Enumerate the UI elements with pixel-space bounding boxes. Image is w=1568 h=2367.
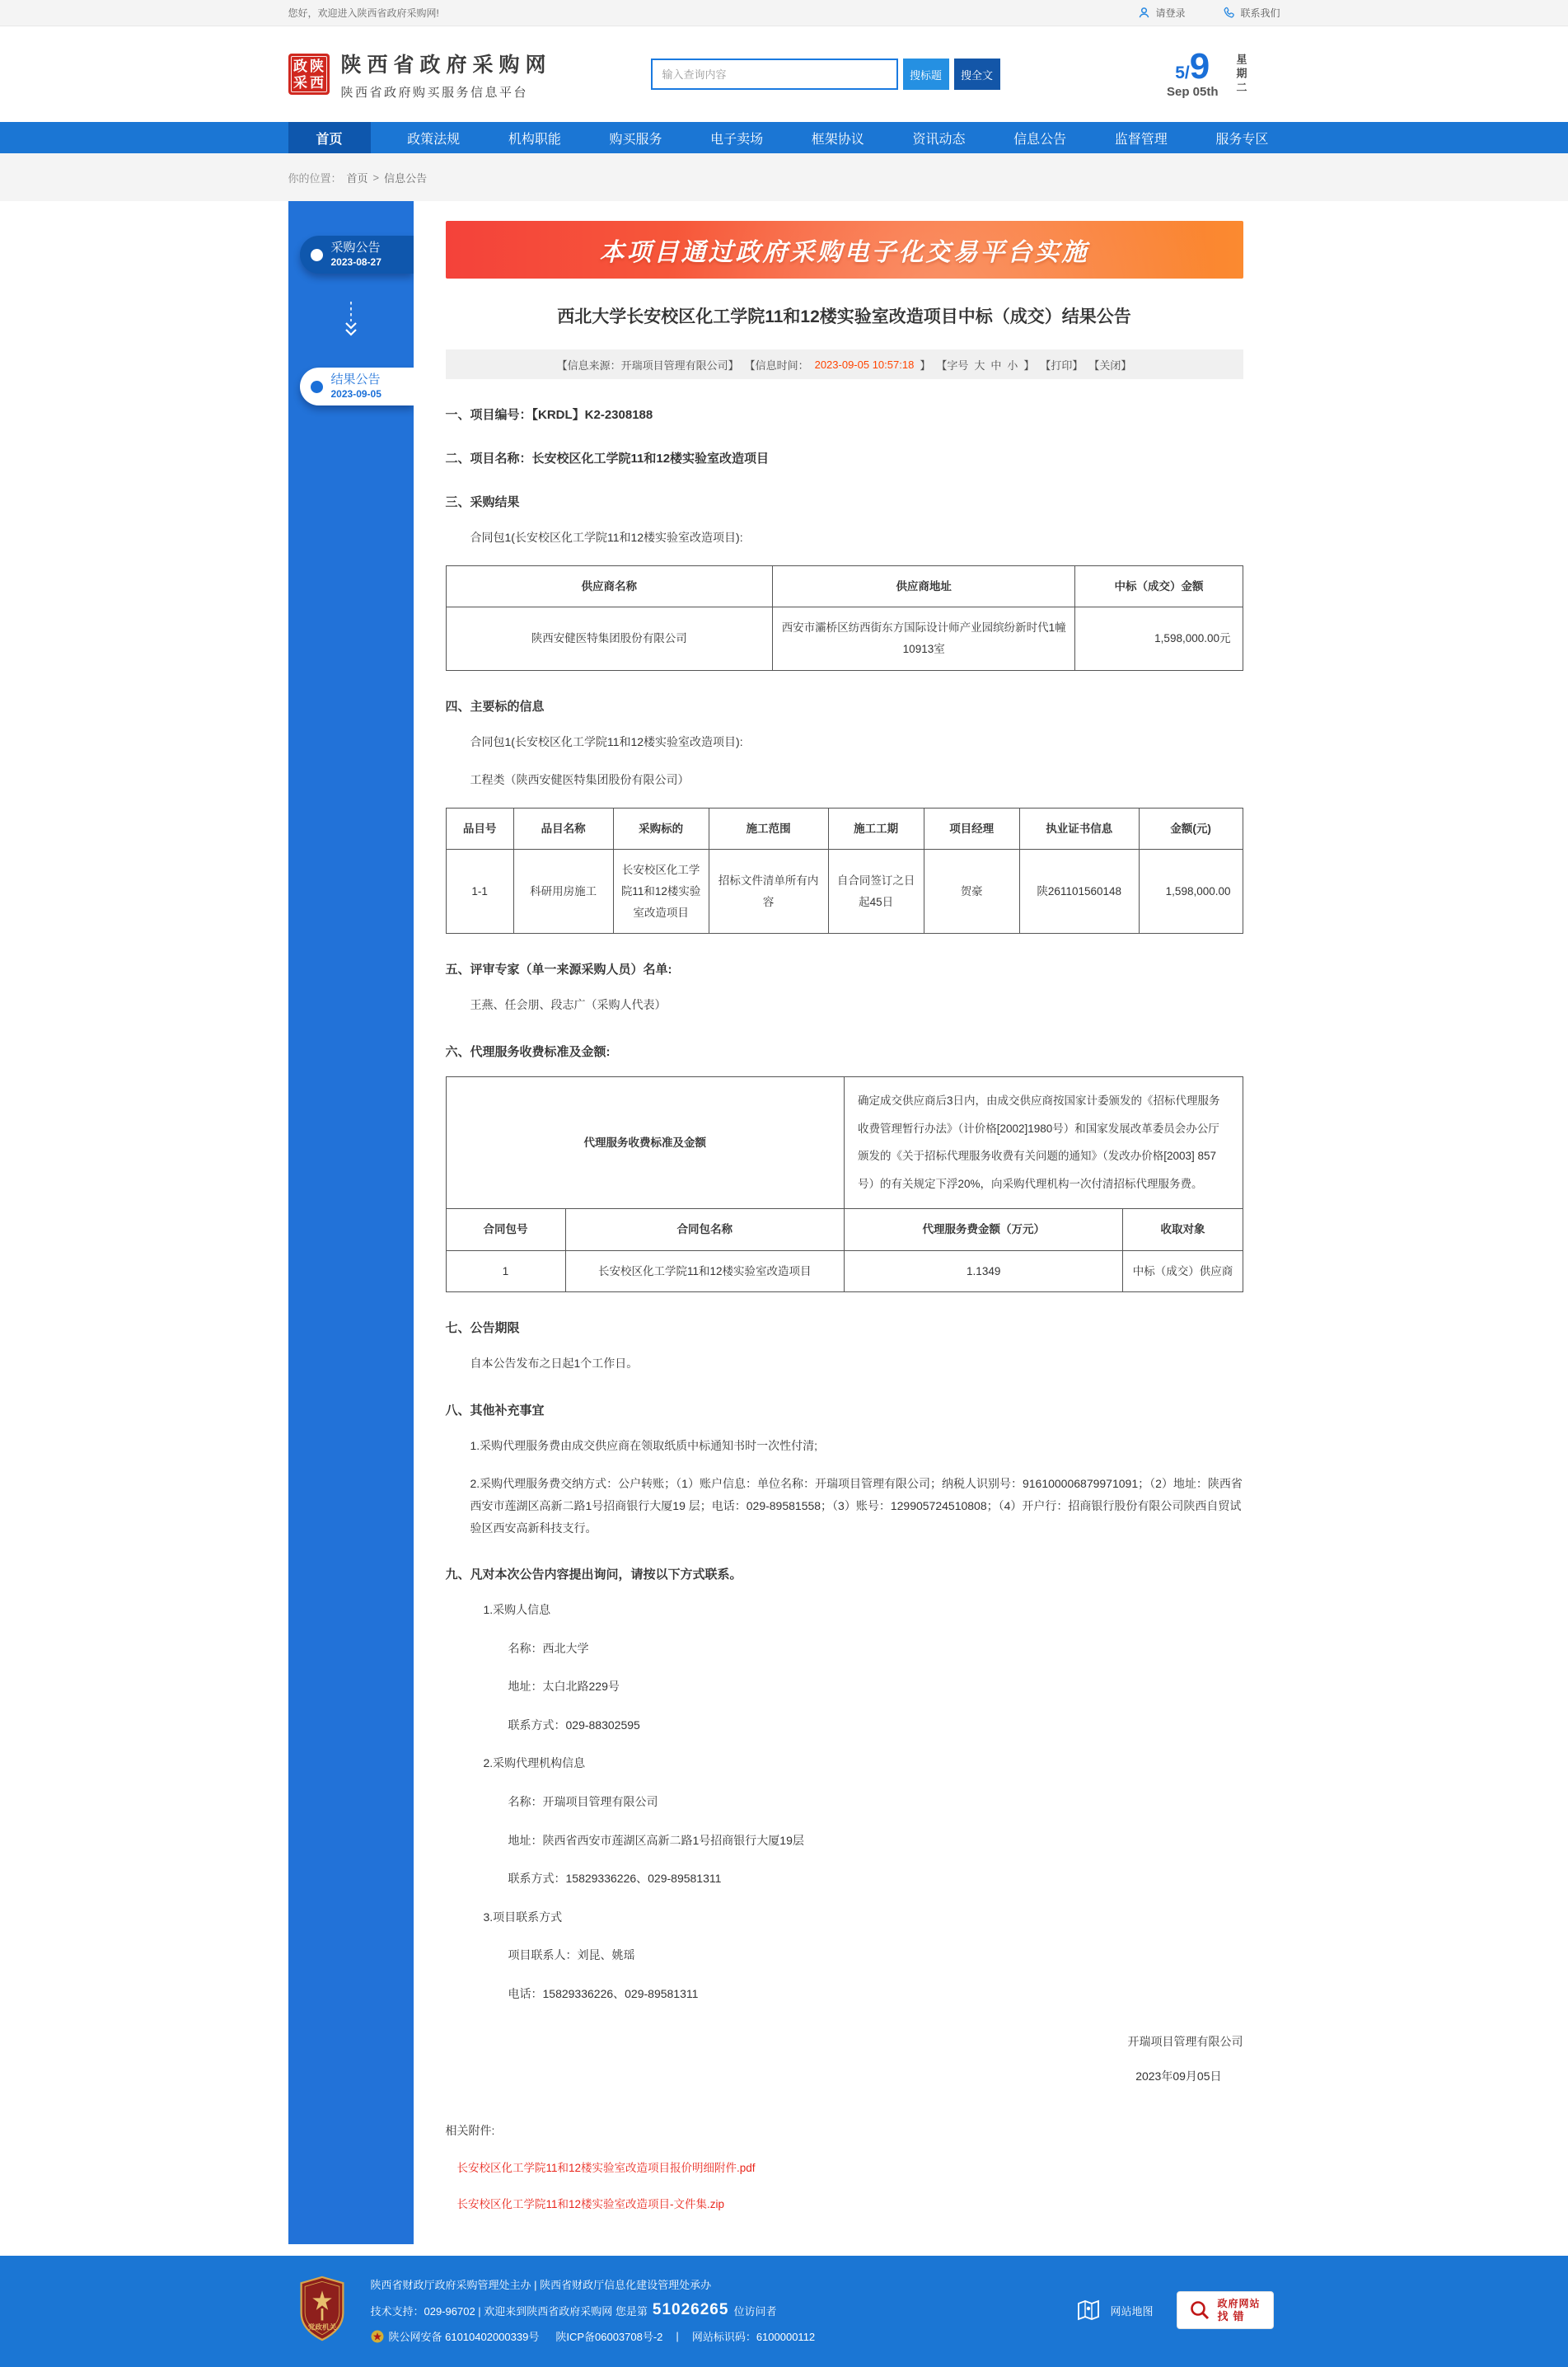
- nav-item-home[interactable]: 首页: [288, 122, 371, 153]
- map-icon: [1075, 2297, 1102, 2323]
- announcement-title: 西北大学长安校区化工学院11和12楼实验室改造项目中标（成交）结果公告: [557, 307, 1131, 326]
- footer-separator: |: [676, 2330, 679, 2343]
- phone-icon: [1223, 7, 1235, 19]
- site-id-code: 网站标识码：6100000112: [691, 2331, 816, 2344]
- party-government-badge-icon: [298, 2276, 346, 2346]
- breadcrumb: [288, 170, 428, 185]
- package-no: 1: [446, 1250, 565, 1292]
- info-source: 【信息来源：开瑞项目管理有限公司】: [556, 359, 739, 372]
- site-subtitle: 陕西省政府购买服务信息平台: [340, 85, 529, 100]
- section-period-heading: 七、公告期限: [445, 1321, 520, 1336]
- fee-amount: 1.1349: [844, 1250, 1122, 1292]
- find-error-line1: 政府网站: [1217, 2298, 1261, 2310]
- nav-item-news[interactable]: 资讯动态: [912, 132, 966, 147]
- col-certificate: 执业证书信息: [1019, 808, 1139, 850]
- scope: 招标文件清单所有内容: [709, 850, 828, 934]
- signature-date: 2023年09月05日: [1135, 2069, 1222, 2083]
- col-scope: 施工范围: [709, 808, 828, 850]
- supplementary-p1: 1.采购代理服务费由成交供应商在领取纸质中标通知书时一次性付清;: [470, 1438, 818, 1452]
- breadcrumb-home-link[interactable]: 首页: [346, 171, 368, 185]
- nav-item-service-zone[interactable]: 服务专区: [1215, 132, 1269, 147]
- col-fee-payer: 收取对象: [1123, 1208, 1243, 1250]
- sitemap-link[interactable]: [1075, 2297, 1153, 2323]
- timeline-arrow-icon: [288, 302, 414, 340]
- duration: 自合同签订之日起45日: [828, 850, 924, 934]
- contact-group-title: 3.项目联系方式: [483, 1910, 563, 1924]
- nav-item-functions[interactable]: 机构职能: [508, 132, 561, 147]
- search-title-button[interactable]: 搜标题: [903, 59, 949, 90]
- contact-line: 项目联系人：刘昆、姚瑶: [508, 1948, 635, 1962]
- subject: 长安校区化工学院11和12楼实验室改造项目: [613, 850, 709, 934]
- col-award-amount: 中标（成交）金额: [1075, 565, 1243, 607]
- nav-item-framework-agreement[interactable]: 框架协议: [811, 132, 864, 147]
- find-error-line2: 找错: [1217, 2309, 1249, 2322]
- amount: 1,598,000.00: [1139, 850, 1243, 934]
- search-input[interactable]: [651, 59, 898, 90]
- login-label: 请登录: [1155, 7, 1186, 19]
- date-english: Sep 05th: [1166, 84, 1219, 99]
- topbar: [0, 0, 1568, 26]
- section-contact-heading: 九、凡对本次公告内容提出询问，请按以下方式联系。: [445, 1568, 742, 1582]
- search-fulltext-button[interactable]: 搜全文: [954, 59, 1000, 90]
- public-security-badge-icon: [371, 2330, 384, 2343]
- col-item-no: 品目号: [446, 808, 513, 850]
- col-package-no: 合同包号: [446, 1208, 565, 1250]
- visitor-count: 51026265: [652, 2301, 729, 2319]
- nav-item-e-marketplace[interactable]: 电子卖场: [710, 132, 764, 147]
- step-title: 结果公告: [330, 373, 381, 387]
- section-agency-fee-heading: 六、代理服务收费标准及金额:: [445, 1044, 611, 1059]
- attachment-link-zip[interactable]: 长安校区化工学院11和12楼实验室改造项目-文件集.zip: [456, 2197, 725, 2210]
- date-month: 5/: [1175, 63, 1190, 82]
- contact-group-title: 2.采购代理机构信息: [483, 1756, 586, 1770]
- breadcrumb-separator: >: [372, 171, 380, 184]
- nav-item-supervision[interactable]: 监督管理: [1114, 132, 1168, 147]
- subject-table: [446, 808, 1243, 935]
- footer-line1: 陕西省财政厅政府采购管理处主办 | 陕西省财政厅信息化建设管理处承办: [370, 2279, 712, 2292]
- main-content: [288, 201, 1280, 2244]
- date-weekday: 星期二: [1234, 53, 1247, 96]
- contact-line: 地址：太白北路229号: [508, 1680, 620, 1694]
- contact-line: 联系方式：029-88302595: [508, 1718, 640, 1732]
- contact-line: 名称：西北大学: [508, 1641, 589, 1655]
- result-table: [446, 565, 1243, 671]
- step-dot-icon: [311, 249, 323, 261]
- info-time-label: 【信息时间：: [744, 359, 809, 372]
- attachment-link-pdf[interactable]: 长安校区化工学院11和12楼实验室改造项目报价明细附件.pdf: [456, 2161, 756, 2174]
- welcome-text: 您好，欢迎进入陕西省政府采购网!: [288, 7, 439, 19]
- result-package-intro: 合同包1(长安校区化工学院11和12楼实验室改造项目):: [470, 531, 743, 544]
- footer-gap: [0, 2244, 1568, 2256]
- contact-link[interactable]: [1223, 6, 1280, 20]
- contact-group-title: 1.采购人信息: [483, 1603, 551, 1617]
- footer-line2-pre: 技术支持：029-96702 | 欢迎来到陕西省政府采购网 您是第: [370, 2304, 648, 2318]
- login-link[interactable]: [1138, 6, 1185, 20]
- contact-line: 联系方式：15829336226、029-89581311: [508, 1872, 722, 1886]
- fontsize-small-button[interactable]: 小: [1007, 359, 1018, 372]
- section-subject-heading: 四、主要标的信息: [445, 699, 545, 714]
- table-row: [446, 607, 1243, 670]
- step-dot-icon: [311, 381, 323, 393]
- supplier-name: 陕西安健医特集团股份有限公司: [446, 607, 772, 670]
- signature-block: [446, 2033, 1243, 2084]
- nav-item-announcements[interactable]: 信息公告: [1013, 132, 1067, 147]
- breadcrumb-current[interactable]: 信息公告: [384, 171, 428, 185]
- icp-record[interactable]: 陕ICP备06003708号-2: [555, 2331, 663, 2344]
- timeline-sidebar: [288, 201, 414, 2244]
- info-time-close: 】: [920, 359, 931, 372]
- timeline-step-result-notice[interactable]: [300, 368, 414, 405]
- signature-company: 开瑞项目管理有限公司: [1127, 2034, 1243, 2048]
- svg-text:党政机关: 党政机关: [307, 2322, 336, 2332]
- fontsize-close: 】: [1023, 359, 1035, 372]
- info-time-value: 2023-09-05 10:57:18: [814, 358, 915, 371]
- agency-fee-label: 代理服务收费标准及金额: [446, 1076, 844, 1208]
- subject-category: 工程类（陕西安健医特集团股份有限公司）: [470, 773, 690, 787]
- search-bar: [651, 59, 1000, 90]
- nav-item-policies[interactable]: 政策法规: [407, 132, 461, 147]
- date-widget: [1166, 45, 1280, 99]
- section-project-number: 一、项目编号：【KRDL】K2-2308188: [445, 408, 653, 422]
- section-experts-heading: 五、评审专家（单一来源采购人员）名单:: [445, 963, 672, 977]
- table-row: [446, 1250, 1243, 1292]
- header: [0, 26, 1568, 122]
- col-fee-amount: 代理服务费金额（万元）: [844, 1208, 1122, 1250]
- contact-line: 电话：15829336226、029-89581311: [508, 1987, 699, 2001]
- site-title: 陕西省政府采购网: [340, 53, 552, 77]
- step-date: 2023-09-05: [330, 387, 381, 400]
- subject-package-intro: 合同包1(长安校区化工学院11和12楼实验室改造项目):: [470, 734, 743, 748]
- step-title: 采购公告: [330, 241, 381, 255]
- print-button[interactable]: 【打印】: [1040, 359, 1084, 372]
- col-amount: 金额(元): [1139, 808, 1243, 850]
- banner-text: 本项目通过政府采购电子化交易平台实施: [599, 239, 1089, 266]
- magnifier-icon: [1189, 2299, 1210, 2321]
- package-name: 长安校区化工学院11和12楼实验室改造项目: [565, 1250, 844, 1292]
- meta-bar: [446, 349, 1243, 379]
- announcement-article: [414, 201, 1280, 2244]
- fee-payer: 中标（成交）供应商: [1123, 1250, 1243, 1292]
- footer: [0, 2256, 1568, 2367]
- agency-fee-table: [446, 1076, 1243, 1292]
- col-manager: 项目经理: [924, 808, 1019, 850]
- certificate: 陕261101560148: [1019, 850, 1139, 934]
- step-date: 2023-08-27: [330, 255, 381, 268]
- supplementary-p2: 2.采购代理服务费交纳方式：公户转账；（1）账户信息：单位名称：开瑞项目管理有限公司；纳税人识别号：916100006879971091；（2）地址：陕西省西安市莲湖区高新二路1号招商银行大厦19 层；电话：029-89581558；（3）账号：129905724510808；（4）开户行：招商银行股份有限公司陕西自贸试验区西安高新科技支行。: [470, 1477, 1243, 1535]
- section-project-name: 二、项目名称：长安校区化工学院11和12楼实验室改造项目: [445, 452, 770, 466]
- expert-names: 王燕、任会朋、段志广（采购人代表）: [470, 998, 667, 1012]
- fontsize-label: 【字号: [936, 359, 969, 372]
- period-text: 自本公告发布之日起1个工作日。: [470, 1357, 639, 1371]
- sitemap-label: 网站地图: [1110, 2304, 1154, 2318]
- contact-line: 地址：陕西省西安市莲湖区高新二路1号招商银行大厦19层: [508, 1833, 804, 1847]
- site-logo[interactable]: [288, 49, 552, 101]
- platform-banner: [446, 221, 1243, 279]
- col-subject: 采购标的: [613, 808, 709, 850]
- nav-item-purchase-services[interactable]: 购买服务: [609, 132, 662, 147]
- item-no: 1-1: [446, 850, 513, 934]
- section-supplementary-heading: 八、其他补充事宜: [445, 1403, 545, 1418]
- contact-label: 联系我们: [1240, 7, 1280, 19]
- supplier-address: 西安市灞桥区纺西街东方国际设计师产业园缤纷新时代1幢10913室: [772, 607, 1074, 670]
- item-name: 科研用房施工: [513, 850, 613, 934]
- footer-line2-suf: 位访问者: [733, 2304, 777, 2318]
- timeline-step-procurement-notice[interactable]: [300, 236, 414, 274]
- police-record[interactable]: 陕公网安备 61010402000339号: [388, 2331, 540, 2344]
- agency-fee-description: 确定成交供应商后3日内，由成交供应商按国家计委颁发的《招标代理服务收费管理暂行办法》（计价格[2002]1980号）和国家发展改革委员会办公厅颁发的《关于招标代理服务收费有关问题的通知》（发改办价格[2003] 857号）的有关规定下浮20%，向采购代理机构一次付清招标代理服务费。: [844, 1076, 1243, 1208]
- manager: 贺豪: [924, 850, 1019, 934]
- fontsize-large-button[interactable]: 大: [974, 359, 985, 372]
- section-result-heading: 三、采购结果: [445, 495, 520, 509]
- col-package-name: 合同包名称: [565, 1208, 844, 1250]
- col-supplier-address: 供应商地址: [772, 565, 1074, 607]
- col-item-name: 品目名称: [513, 808, 613, 850]
- contact-line: 名称：开瑞项目管理有限公司: [508, 1795, 658, 1809]
- date-day: 9: [1189, 45, 1210, 87]
- attachments-label: 相关附件:: [445, 2123, 495, 2137]
- main-nav: [0, 122, 1568, 153]
- fontsize-medium-button[interactable]: 中: [990, 359, 1002, 372]
- breadcrumb-strip: [0, 153, 1568, 201]
- close-button[interactable]: 【关闭】: [1088, 359, 1132, 372]
- award-amount: 1,598,000.00元: [1075, 607, 1243, 670]
- breadcrumb-label: 你的位置：: [288, 171, 342, 185]
- gov-site-find-error-widget[interactable]: [1177, 2291, 1274, 2329]
- table-row: [446, 850, 1243, 934]
- col-supplier-name: 供应商名称: [446, 565, 772, 607]
- seal-logo-icon: 政 陕 采 西: [288, 54, 330, 95]
- user-icon: [1138, 7, 1150, 19]
- col-duration: 施工工期: [828, 808, 924, 850]
